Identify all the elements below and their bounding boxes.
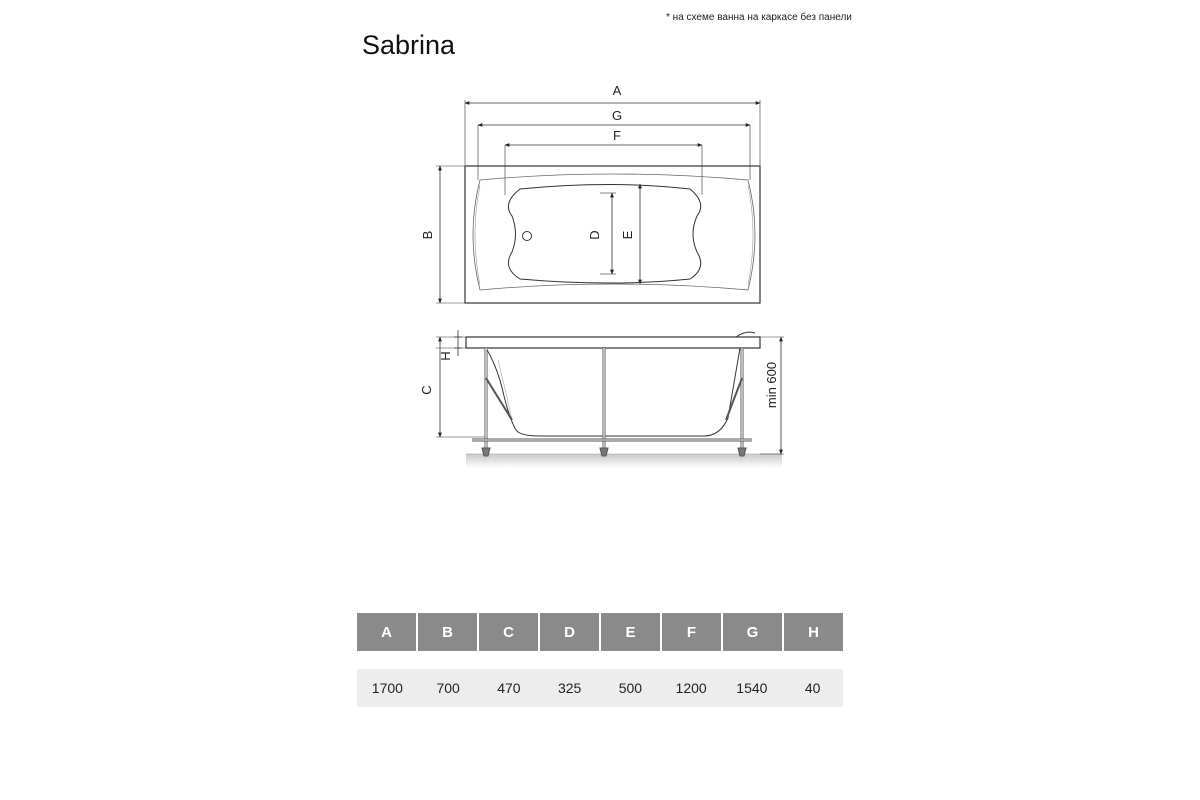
- drain-hole: [523, 232, 532, 241]
- value-b: 700: [436, 680, 460, 696]
- value-a: 1700: [371, 680, 403, 696]
- header-e: E: [601, 613, 662, 651]
- dim-label-min: min 600: [764, 361, 779, 409]
- header-c: C: [479, 613, 540, 651]
- header-b: B: [418, 613, 479, 651]
- dim-label-a: A: [612, 83, 622, 98]
- dim-label-f: F: [613, 128, 621, 143]
- frame-foot: [482, 448, 490, 456]
- header-g: G: [723, 613, 784, 651]
- product-title: Sabrina: [362, 30, 456, 60]
- frame-foot: [600, 448, 608, 456]
- value-h: 40: [804, 680, 821, 696]
- value-e: 500: [618, 680, 643, 696]
- header-h: H: [784, 613, 843, 651]
- top-view: [436, 100, 760, 303]
- tub-basin: [508, 185, 700, 284]
- dim-label-b: B: [420, 230, 435, 240]
- side-view: [436, 330, 784, 468]
- value-c: 470: [497, 680, 521, 696]
- header-d: D: [540, 613, 601, 651]
- value-f: 1200: [675, 680, 707, 696]
- dim-label-e: E: [620, 230, 635, 240]
- header-f: F: [662, 613, 723, 651]
- dim-label-h: H: [438, 351, 453, 361]
- tub-body-side: [486, 348, 740, 436]
- dim-label-g: G: [611, 108, 623, 123]
- value-d: 325: [557, 680, 582, 696]
- scheme-note: * на схеме ванна на каркасе без панели: [666, 12, 852, 23]
- table-values-row: [357, 669, 843, 707]
- table-header-row: [357, 613, 843, 651]
- floor: [466, 454, 782, 468]
- header-a: A: [357, 613, 418, 651]
- frame-foot: [738, 448, 746, 456]
- dim-label-c: C: [419, 385, 434, 395]
- value-g: 1540: [736, 680, 768, 696]
- tub-outer-rim: [465, 166, 760, 303]
- tub-rim-side: [466, 337, 760, 348]
- dimensions-table: [357, 613, 843, 707]
- dim-label-d: D: [587, 230, 602, 240]
